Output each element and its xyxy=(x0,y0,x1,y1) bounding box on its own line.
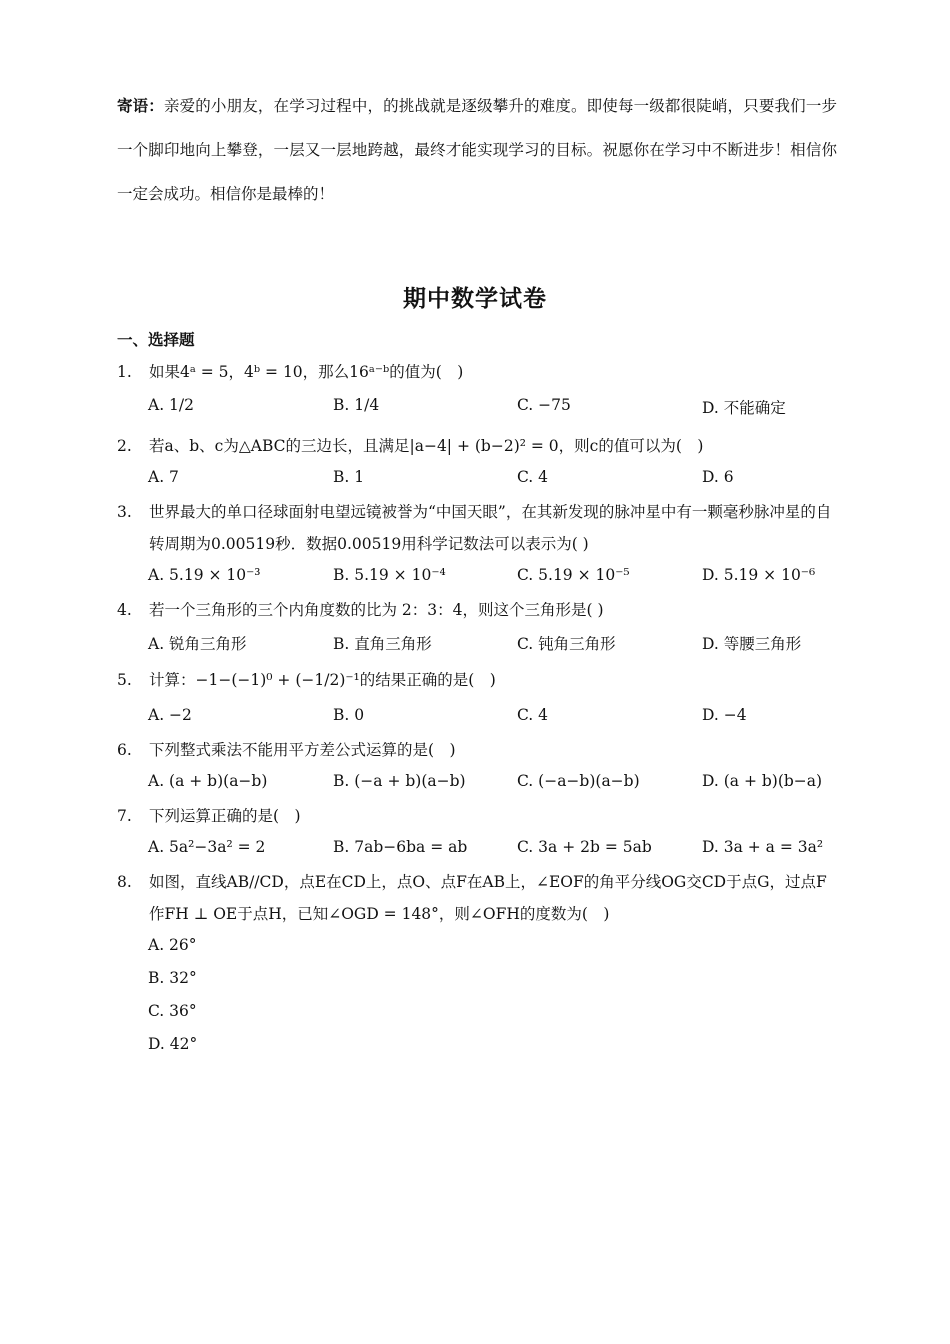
option-d: D. 6 xyxy=(702,468,734,486)
option-a: A. 5.19 × 10⁻³ xyxy=(148,566,261,584)
question-number: 7. xyxy=(117,807,132,825)
option-d: D. 不能确定 xyxy=(702,399,786,417)
option-a: A. 锐角三角形 xyxy=(148,635,247,653)
question-text: 如图，直线AB//CD，点E在CD上，点O、点F在AB上，∠EOF的角平分线OG交CD于点G，过点F作FH ⊥ OE于点H，已知∠OGD = 148°，则∠OFH的度数为( ) xyxy=(149,873,827,923)
option-b: B. (−a + b)(a−b) xyxy=(333,772,466,790)
option-d: D. 42° xyxy=(148,1035,198,1053)
question-number: 2. xyxy=(117,437,132,455)
question-number: 3. xyxy=(117,503,132,521)
question-number: 4. xyxy=(117,601,132,619)
option-d: D. (a + b)(b−a) xyxy=(702,772,823,790)
option-d: D. 3a + a = 3a² xyxy=(702,838,824,856)
question-number: 6. xyxy=(117,741,132,759)
question-number: 8. xyxy=(117,873,132,891)
option-a: A. 7 xyxy=(148,468,179,486)
option-a: A. (a + b)(a−b) xyxy=(148,772,268,790)
option-b: B. 32° xyxy=(148,969,197,987)
question-text: 下列运算正确的是( ) xyxy=(149,807,301,825)
question-text: 计算：−1−(−1)⁰ + (−1/2)⁻¹的结果正确的是( ) xyxy=(149,671,496,689)
option-c: C. 3a + 2b = 5ab xyxy=(517,838,652,856)
option-a: A. −2 xyxy=(148,706,192,724)
question-text: 若a、b、c为△ABC的三边长，且满足|a−4| + (b−2)² = 0，则c的值可以为( ) xyxy=(149,437,704,455)
option-b: B. 5.19 × 10⁻⁴ xyxy=(333,566,446,584)
option-a: A. 1/2 xyxy=(148,396,194,414)
question-4 xyxy=(117,594,842,626)
question-1 xyxy=(117,356,842,388)
question-7 xyxy=(117,800,842,832)
option-c: C. 4 xyxy=(517,468,549,486)
question-text: 下列整式乘法不能用平方差公式运算的是( ) xyxy=(149,741,456,759)
option-d: D. −4 xyxy=(702,706,747,724)
option-b: B. 1 xyxy=(333,468,365,486)
question-number: 5. xyxy=(117,671,132,689)
question-text: 如果4ᵃ = 5，4ᵇ = 10，那么16ᵃ⁻ᵇ的值为( ) xyxy=(149,363,464,381)
question-3 xyxy=(117,496,842,560)
option-c: C. 5.19 × 10⁻⁵ xyxy=(517,566,630,584)
option-c: C. −75 xyxy=(517,396,571,414)
option-c: C. 钝角三角形 xyxy=(517,635,616,653)
question-number: 1. xyxy=(117,363,132,381)
question-2 xyxy=(117,430,842,462)
option-b: B. 0 xyxy=(333,706,365,724)
preface-text: 亲爱的小朋友，在学习过程中，的挑战就是逐级攀升的难度。即使每一级都很陡峭，只要我们一步一个脚印地向上攀登，一层又一层地跨越，最终才能实现学习的目标。祝愿你在学习中不断进步！相信你一定会成功。相信你是最棒的！ xyxy=(117,97,837,203)
question-6 xyxy=(117,734,842,766)
option-d: D. 5.19 × 10⁻⁶ xyxy=(702,566,816,584)
option-b: B. 1/4 xyxy=(333,396,380,414)
option-b: B. 7ab−6ba = ab xyxy=(333,838,468,856)
option-d: D. 等腰三角形 xyxy=(702,635,802,653)
question-8 xyxy=(117,866,842,930)
option-a: A. 26° xyxy=(148,936,197,954)
section-heading: 一、选择题 xyxy=(117,330,195,349)
question-text: 世界最大的单口径球面射电望远镜被誉为“中国天眼”，在其新发现的脉冲星中有一颗毫秒脉冲星的自转周期为0.00519秒．数据0.00519用科学记数法可以表示为( ) xyxy=(149,503,832,553)
page-title: 期中数学试卷 xyxy=(403,285,547,312)
question-text: 若一个三角形的三个内角度数的比为 2：3：4，则这个三角形是( ) xyxy=(149,601,604,619)
option-c: C. 36° xyxy=(148,1002,197,1020)
option-a: A. 5a²−3a² = 2 xyxy=(148,838,266,856)
preface-label: 寄语： xyxy=(117,96,164,115)
preface xyxy=(117,84,837,216)
option-c: C. (−a−b)(a−b) xyxy=(517,772,640,790)
option-c: C. 4 xyxy=(517,706,549,724)
question-5 xyxy=(117,664,842,696)
option-b: B. 直角三角形 xyxy=(333,635,432,653)
